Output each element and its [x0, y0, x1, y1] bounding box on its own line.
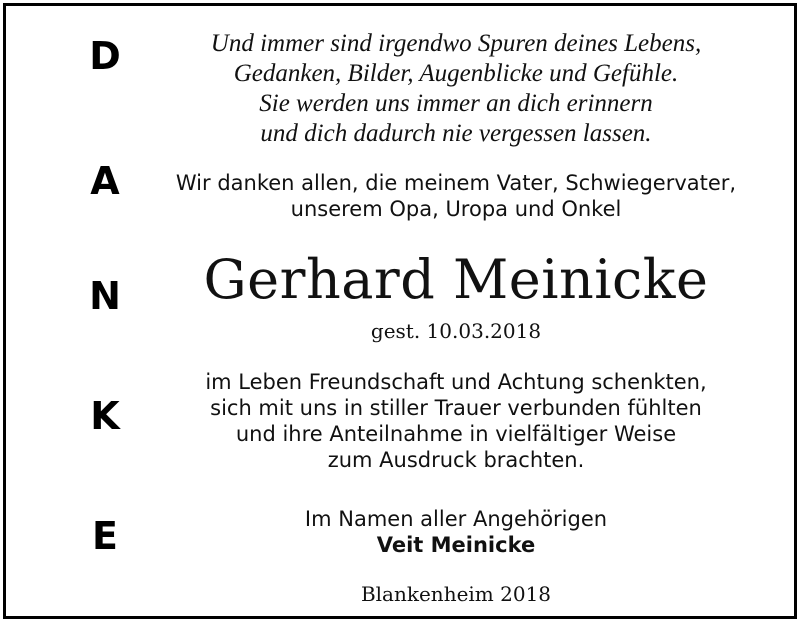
- thanks-intro: [146, 170, 766, 222]
- obituary-card: [3, 3, 797, 619]
- thanks-body-line: sich mit uns in stiller Trauer verbunden fühlten: [210, 396, 702, 420]
- poem: [146, 29, 766, 149]
- signature-intro: Im Namen aller Angehörigen: [304, 507, 608, 531]
- thanks-body-line: zum Ausdruck brachten.: [327, 448, 585, 472]
- thanks-body: [146, 369, 766, 473]
- poem-line: Sie werden uns immer an dich erinnern: [259, 90, 653, 117]
- side-letter-k: K: [90, 394, 120, 438]
- side-letter-a: A: [90, 159, 120, 203]
- thanks-intro-line: unserem Opa, Uropa und Onkel: [290, 197, 622, 221]
- death-date: gest. 10.03.2018: [370, 319, 542, 343]
- poem-line: Gedanken, Bilder, Augenblicke und Gefühle.: [233, 60, 679, 87]
- place-year: Blankenheim 2018: [360, 582, 552, 606]
- thanks-body-line: und ihre Anteilnahme in vielfältiger Weise: [235, 422, 677, 446]
- poem-line: Und immer sind irgendwo Spuren deines Lebens,: [210, 30, 702, 57]
- signature-name: Veit Meinicke: [376, 533, 536, 557]
- side-letter-d: D: [89, 34, 121, 78]
- side-letter-e: E: [92, 514, 118, 558]
- thanks-intro-line: Wir danken allen, die meinem Vater, Schwiegervater,: [175, 171, 737, 195]
- poem-line: und dich dadurch nie vergessen lassen.: [260, 120, 652, 147]
- thanks-body-line: im Leben Freundschaft und Achtung schenkten,: [205, 370, 707, 394]
- side-letter-n: N: [89, 274, 121, 318]
- deceased-name: Gerhard Meinicke: [203, 248, 709, 311]
- signature: [146, 506, 766, 558]
